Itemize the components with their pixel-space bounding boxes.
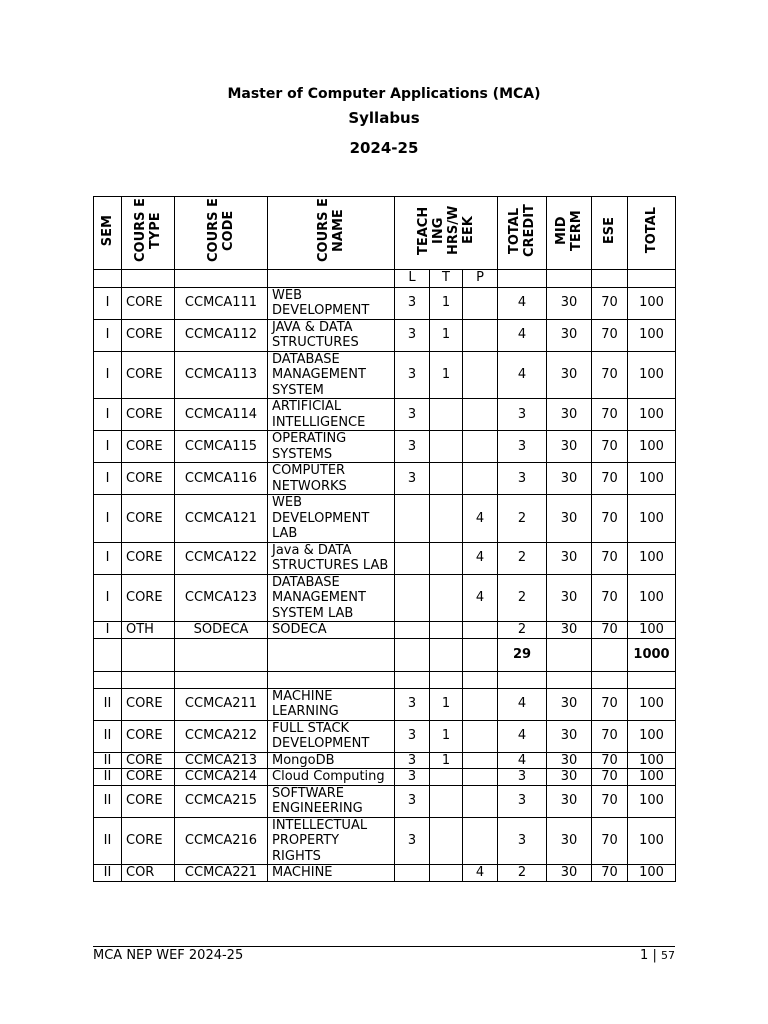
cell-course-name: FULL STACK DEVELOPMENT: [268, 720, 395, 752]
cell-course-type: OTH: [122, 622, 175, 639]
sem1-total-credit: 29: [498, 638, 547, 671]
cell-course-code: CCMCA213: [175, 752, 268, 769]
cell-t: 1: [430, 319, 463, 351]
cell-mid-term: 30: [547, 622, 592, 639]
col-ese: ESE: [592, 197, 628, 270]
cell-sem: I: [94, 622, 122, 639]
cell-ese: 70: [592, 351, 628, 399]
cell-p: [463, 785, 498, 817]
cell-course-name: SOFTWARE ENGINEERING: [268, 785, 395, 817]
cell-sem: I: [94, 463, 122, 495]
cell-t: [430, 495, 463, 543]
cell-credit: 3: [498, 817, 547, 865]
course-row: [94, 574, 676, 622]
cell-course-code: CCMCA112: [175, 319, 268, 351]
cell-course-code: CCMCA111: [175, 287, 268, 319]
cell-total: 100: [628, 865, 676, 882]
subheader-p: P: [463, 269, 498, 287]
cell-p: [463, 622, 498, 639]
cell-p: 4: [463, 574, 498, 622]
cell-credit: 4: [498, 688, 547, 720]
cell-p: [463, 431, 498, 463]
cell-total: 100: [628, 769, 676, 786]
cell-credit: 4: [498, 319, 547, 351]
cell-credit: 2: [498, 622, 547, 639]
cell-course-type: CORE: [122, 785, 175, 817]
cell-p: 4: [463, 495, 498, 543]
cell-p: [463, 319, 498, 351]
cell-ese: 70: [592, 399, 628, 431]
cell-t: [430, 769, 463, 786]
cell-total: 100: [628, 622, 676, 639]
cell-mid-term: 30: [547, 431, 592, 463]
course-row: [94, 785, 676, 817]
course-row: [94, 351, 676, 399]
footer-text: MCA NEP WEF 2024-25: [93, 948, 244, 963]
cell-ese: 70: [592, 865, 628, 882]
cell-t: [430, 622, 463, 639]
cell-sem: I: [94, 399, 122, 431]
cell-l: 3: [395, 351, 430, 399]
cell-p: [463, 688, 498, 720]
sem2-body: [94, 688, 676, 881]
course-row: [94, 319, 676, 351]
cell-total: 100: [628, 785, 676, 817]
syllabus-table: [93, 196, 676, 882]
cell-total: 100: [628, 399, 676, 431]
course-row: [94, 865, 676, 882]
cell-l: [395, 865, 430, 882]
current-page: 1: [640, 948, 649, 963]
cell-sem: II: [94, 785, 122, 817]
col-teaching-hours: TEACH ING HRS/W EEK: [395, 197, 498, 270]
cell-t: 1: [430, 688, 463, 720]
cell-l: 3: [395, 399, 430, 431]
sem1-total-marks: 1000: [628, 638, 676, 671]
cell-course-type: CORE: [122, 287, 175, 319]
cell-sem: II: [94, 752, 122, 769]
cell-mid-term: 30: [547, 865, 592, 882]
cell-course-type: CORE: [122, 351, 175, 399]
cell-course-code: SODECA: [175, 622, 268, 639]
cell-t: [430, 865, 463, 882]
col-course-type: COURS E TYPE: [122, 197, 175, 270]
cell-p: [463, 287, 498, 319]
cell-ese: 70: [592, 319, 628, 351]
cell-p: 4: [463, 865, 498, 882]
cell-l: [395, 622, 430, 639]
cell-credit: 2: [498, 865, 547, 882]
cell-total: 100: [628, 351, 676, 399]
cell-mid-term: 30: [547, 720, 592, 752]
cell-course-type: CORE: [122, 817, 175, 865]
cell-course-name: MACHINE LEARNING: [268, 688, 395, 720]
cell-course-name: Cloud Computing: [268, 769, 395, 786]
cell-mid-term: 30: [547, 463, 592, 495]
col-course-name: COURS E NAME: [268, 197, 395, 270]
course-row: [94, 817, 676, 865]
cell-t: [430, 431, 463, 463]
cell-t: [430, 542, 463, 574]
cell-t: 1: [430, 720, 463, 752]
cell-credit: 3: [498, 399, 547, 431]
cell-l: [395, 495, 430, 543]
cell-sem: I: [94, 319, 122, 351]
cell-credit: 2: [498, 542, 547, 574]
cell-sem: I: [94, 495, 122, 543]
cell-mid-term: 30: [547, 574, 592, 622]
cell-p: [463, 769, 498, 786]
cell-credit: 4: [498, 752, 547, 769]
cell-ese: 70: [592, 720, 628, 752]
course-row: [94, 752, 676, 769]
cell-t: [430, 574, 463, 622]
cell-course-code: CCMCA122: [175, 542, 268, 574]
cell-total: 100: [628, 817, 676, 865]
cell-sem: II: [94, 720, 122, 752]
total-pages: 57: [661, 949, 675, 962]
cell-ese: 70: [592, 463, 628, 495]
cell-t: [430, 463, 463, 495]
cell-sem: II: [94, 769, 122, 786]
cell-course-code: CCMCA114: [175, 399, 268, 431]
course-row: [94, 542, 676, 574]
course-row: [94, 495, 676, 543]
cell-course-code: CCMCA113: [175, 351, 268, 399]
cell-ese: 70: [592, 574, 628, 622]
cell-course-name: WEB DEVELOPMENT LAB: [268, 495, 395, 543]
cell-l: [395, 574, 430, 622]
cell-course-code: CCMCA221: [175, 865, 268, 882]
cell-course-name: WEB DEVELOPMENT: [268, 287, 395, 319]
course-row: [94, 287, 676, 319]
cell-t: [430, 399, 463, 431]
cell-course-code: CCMCA211: [175, 688, 268, 720]
cell-course-type: CORE: [122, 431, 175, 463]
course-row: [94, 431, 676, 463]
cell-l: 3: [395, 287, 430, 319]
cell-l: 3: [395, 431, 430, 463]
cell-course-code: CCMCA215: [175, 785, 268, 817]
subheader-t: T: [430, 269, 463, 287]
cell-credit: 3: [498, 463, 547, 495]
cell-total: 100: [628, 720, 676, 752]
course-row: [94, 769, 676, 786]
cell-course-name: JAVA & DATA STRUCTURES: [268, 319, 395, 351]
cell-total: 100: [628, 287, 676, 319]
cell-total: 100: [628, 542, 676, 574]
page-number: [640, 948, 675, 963]
document-year: 2024-25: [349, 139, 419, 157]
sem1-body: [94, 287, 676, 638]
col-sem: SEM: [94, 197, 122, 270]
cell-course-name: ARTIFICIAL INTELLIGENCE: [268, 399, 395, 431]
cell-mid-term: 30: [547, 785, 592, 817]
cell-l: 3: [395, 817, 430, 865]
cell-credit: 2: [498, 495, 547, 543]
cell-total: 100: [628, 495, 676, 543]
cell-mid-term: 30: [547, 495, 592, 543]
cell-p: [463, 351, 498, 399]
cell-course-type: CORE: [122, 720, 175, 752]
cell-l: 3: [395, 720, 430, 752]
cell-p: [463, 463, 498, 495]
cell-course-type: COR: [122, 865, 175, 882]
cell-sem: I: [94, 431, 122, 463]
cell-course-code: CCMCA214: [175, 769, 268, 786]
cell-sem: I: [94, 574, 122, 622]
col-course-code: COURS E CODE: [175, 197, 268, 270]
cell-course-type: CORE: [122, 463, 175, 495]
cell-course-type: CORE: [122, 319, 175, 351]
cell-l: [395, 542, 430, 574]
cell-l: 3: [395, 752, 430, 769]
course-row: [94, 622, 676, 639]
cell-course-type: CORE: [122, 688, 175, 720]
cell-mid-term: 30: [547, 752, 592, 769]
cell-ese: 70: [592, 785, 628, 817]
cell-sem: I: [94, 542, 122, 574]
cell-course-type: CORE: [122, 574, 175, 622]
cell-course-name: SODECA: [268, 622, 395, 639]
cell-mid-term: 30: [547, 399, 592, 431]
cell-course-code: CCMCA116: [175, 463, 268, 495]
cell-course-code: CCMCA121: [175, 495, 268, 543]
col-total-credit: TOTAL CREDIT: [498, 197, 547, 270]
cell-total: 100: [628, 752, 676, 769]
course-row: [94, 720, 676, 752]
cell-total: 100: [628, 431, 676, 463]
cell-credit: 3: [498, 785, 547, 817]
col-total: TOTAL: [628, 197, 676, 270]
cell-credit: 4: [498, 720, 547, 752]
cell-ese: 70: [592, 817, 628, 865]
cell-ese: 70: [592, 495, 628, 543]
footer-divider: [93, 946, 675, 947]
course-row: [94, 399, 676, 431]
cell-ese: 70: [592, 688, 628, 720]
cell-l: 3: [395, 463, 430, 495]
cell-course-type: CORE: [122, 542, 175, 574]
cell-course-type: CORE: [122, 399, 175, 431]
document-subtitle: Syllabus: [348, 109, 420, 127]
cell-credit: 2: [498, 574, 547, 622]
subheader-row: [94, 269, 676, 287]
cell-mid-term: 30: [547, 769, 592, 786]
cell-course-code: CCMCA216: [175, 817, 268, 865]
cell-sem: II: [94, 817, 122, 865]
cell-credit: 4: [498, 287, 547, 319]
sem1-total-body: [94, 638, 676, 688]
document-title: Master of Computer Applications (MCA): [227, 86, 541, 102]
cell-l: 3: [395, 319, 430, 351]
cell-ese: 70: [592, 287, 628, 319]
cell-p: 4: [463, 542, 498, 574]
cell-mid-term: 30: [547, 287, 592, 319]
cell-credit: 3: [498, 431, 547, 463]
cell-mid-term: 30: [547, 688, 592, 720]
cell-credit: 3: [498, 769, 547, 786]
cell-course-code: CCMCA212: [175, 720, 268, 752]
cell-sem: II: [94, 865, 122, 882]
cell-mid-term: 30: [547, 319, 592, 351]
cell-sem: I: [94, 351, 122, 399]
cell-course-code: CCMCA123: [175, 574, 268, 622]
cell-t: [430, 785, 463, 817]
cell-total: 100: [628, 319, 676, 351]
cell-ese: 70: [592, 542, 628, 574]
course-row: [94, 463, 676, 495]
cell-course-name: INTELLECTUAL PROPERTY RIGHTS: [268, 817, 395, 865]
cell-p: [463, 752, 498, 769]
cell-total: 100: [628, 574, 676, 622]
cell-course-name: COMPUTER NETWORKS: [268, 463, 395, 495]
cell-course-name: OPERATING SYSTEMS: [268, 431, 395, 463]
col-mid-term: MID TERM: [547, 197, 592, 270]
cell-ese: 70: [592, 431, 628, 463]
cell-mid-term: 30: [547, 817, 592, 865]
cell-total: 100: [628, 463, 676, 495]
cell-mid-term: 30: [547, 542, 592, 574]
cell-course-name: MongoDB: [268, 752, 395, 769]
cell-sem: II: [94, 688, 122, 720]
cell-ese: 70: [592, 769, 628, 786]
cell-course-name: DATABASE MANAGEMENT SYSTEM: [268, 351, 395, 399]
cell-l: 3: [395, 785, 430, 817]
course-row: [94, 688, 676, 720]
subheader-l: L: [395, 269, 430, 287]
cell-t: 1: [430, 287, 463, 319]
cell-course-name: DATABASE MANAGEMENT SYSTEM LAB: [268, 574, 395, 622]
spacer-row: [94, 671, 676, 688]
cell-p: [463, 399, 498, 431]
sem1-total-row: [94, 638, 676, 671]
cell-p: [463, 817, 498, 865]
cell-t: [430, 817, 463, 865]
cell-ese: 70: [592, 622, 628, 639]
cell-ese: 70: [592, 752, 628, 769]
cell-course-name: MACHINE: [268, 865, 395, 882]
cell-credit: 4: [498, 351, 547, 399]
cell-l: 3: [395, 688, 430, 720]
cell-l: 3: [395, 769, 430, 786]
cell-p: [463, 720, 498, 752]
page-separator: |: [652, 948, 657, 963]
cell-course-type: CORE: [122, 752, 175, 769]
cell-course-type: CORE: [122, 769, 175, 786]
cell-t: 1: [430, 351, 463, 399]
cell-course-code: CCMCA115: [175, 431, 268, 463]
cell-sem: I: [94, 287, 122, 319]
cell-course-name: Java & DATA STRUCTURES LAB: [268, 542, 395, 574]
cell-course-type: CORE: [122, 495, 175, 543]
cell-t: 1: [430, 752, 463, 769]
header-row: [94, 197, 676, 270]
cell-mid-term: 30: [547, 351, 592, 399]
cell-total: 100: [628, 688, 676, 720]
